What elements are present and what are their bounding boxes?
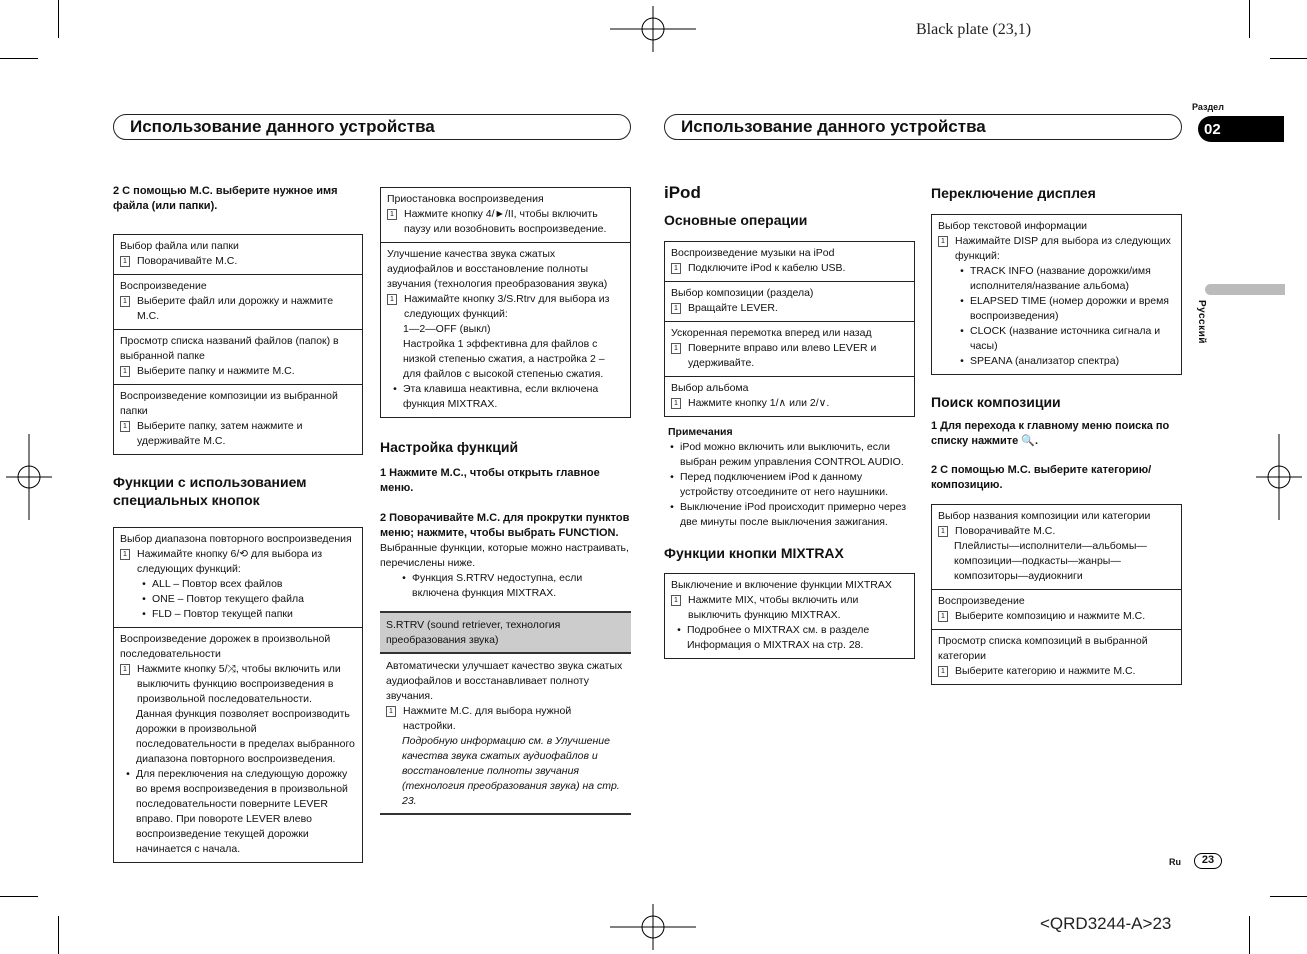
row-action: Нажмите MIX, чтобы включить или выключить функцию MIXTRAX.: [688, 594, 859, 621]
row-action: Поворачивайте M.C.: [137, 255, 238, 267]
step-number-icon: 1: [671, 343, 681, 354]
special-buttons-table: [113, 527, 363, 863]
crop-mark: [0, 58, 38, 59]
step-1-open-menu: 1 Нажмите M.C., чтобы открыть главное меню.: [380, 467, 600, 494]
table-row: [665, 322, 914, 377]
crop-mark: [1270, 896, 1307, 897]
row-action: Подключите iPod к кабелю USB.: [688, 262, 846, 274]
table-row: [665, 282, 914, 322]
step-2-scroll-menu: 2 Поворачивайте M.C. для прокрутки пунктов меню; нажмите, чтобы выбрать FUNCTION.: [380, 512, 630, 539]
step-number-icon: 1: [938, 236, 948, 247]
row-action: Нажимайте кнопку 3/S.Rtrv для выбора из следующих функций:: [404, 293, 610, 320]
row-title: Воспроизведение: [938, 595, 1025, 607]
row-title: Ускоренная перемотка вперед или назад: [671, 327, 872, 339]
row-action: Нажмите M.C. для выбора нужной настройки.: [403, 705, 572, 732]
list-item: CLOCK (название источника сигнала и часы): [970, 325, 1161, 352]
row-action: Нажимайте DISP для выбора из следующих функций:: [955, 235, 1171, 262]
bullet-icon: •: [677, 624, 681, 636]
step-number-icon: 1: [671, 303, 681, 314]
step-number-icon: 1: [671, 595, 681, 606]
step-number-icon: 1: [120, 664, 130, 675]
step-number-icon: 1: [671, 263, 681, 274]
section-number-badge: 02: [1198, 116, 1284, 142]
row-action: Нажимайте кнопку 6/⟲ для выбора из следующих функций:: [137, 548, 323, 575]
list-item: iPod можно включить или выключить, если выбран режим управления CONTROL AUDIO.: [680, 441, 904, 468]
list-item: Для переключения на следующую дорожку во время воспроизведения в произвольной последовательности поверните LEVER вправо. При повороте LEVER влево воспроизведение текущей дорожки начинается с начала.: [136, 768, 348, 855]
row-note: Плейлисты—исполнители—альбомы—композиции—подкасты—жанры—композиторы—аудиокниги: [954, 540, 1147, 582]
row-title: Выбор альбома: [671, 382, 749, 394]
notes-title: Примечания: [668, 426, 733, 438]
row-title: Воспроизведение композиции из выбранной папки: [120, 390, 338, 417]
step-number-icon: 1: [938, 526, 948, 537]
page-title-right: Использование данного устройства: [664, 114, 1182, 140]
row-action: Поворачивайте M.C.: [955, 525, 1056, 537]
playback-table: [380, 187, 631, 418]
table-row: [932, 630, 1181, 684]
column-4: [931, 184, 1182, 685]
step-number-icon: 1: [387, 209, 397, 220]
crop-mark: [1249, 916, 1250, 954]
bullet-icon: •: [393, 383, 397, 395]
list-item: Перед подключением iPod к данному устройству отсоедините от него наушники.: [680, 471, 889, 498]
crop-mark: [0, 896, 38, 897]
srtrv-description: Автоматически улучшает качество звука сжатых аудиофайлов и восстанавливает полноту звучания.: [386, 660, 623, 702]
step-number-icon: 1: [671, 398, 681, 409]
row-title: Выбор текстовой информации: [938, 220, 1088, 232]
table-row: [381, 188, 630, 243]
row-title: Выбор композиции (раздела): [671, 287, 814, 299]
bullet-icon: •: [142, 593, 146, 605]
row-note: Настройка 1 эффективна для файлов с низкой степенью сжатия, а настройка 2 – для файлов с высокой степенью сжатия.: [403, 338, 605, 380]
bullet-icon: •: [960, 295, 964, 307]
table-row: [932, 215, 1181, 374]
functions-paragraph: Выбранные функции, которые можно настраивать, перечислены ниже.: [380, 542, 629, 569]
bullet-icon: •: [960, 325, 964, 337]
crop-mark: [1249, 0, 1250, 38]
crop-mark: [58, 0, 59, 38]
registration-mark-left: [6, 434, 52, 520]
row-action: Нажмите кнопку 4/►/II, чтобы включить паузу или возобновить воспроизведение.: [404, 208, 607, 235]
basic-operations-heading: Основные операции: [664, 212, 808, 228]
list-item: Подробнее о MIXTRAX см. в разделе Информация о MIXTRAX на стр. 28.: [687, 624, 870, 651]
section-label: Раздел: [1192, 102, 1224, 112]
row-title: Просмотр списка названий файлов (папок) в выбранной папке: [120, 335, 339, 362]
row-action: Выберите файл или дорожку и нажмите M.C.: [137, 295, 334, 322]
column-3: [664, 183, 915, 659]
row-action: Поверните вправо или влево LEVER и удерживайте.: [688, 342, 877, 369]
row-title: Улучшение качества звука сжатых аудиофайлов и восстановление полноты звучания (технология преобразования звука): [387, 248, 608, 290]
table-row: [665, 242, 914, 282]
step-number-icon: 1: [120, 366, 130, 377]
step-number-icon: 1: [938, 666, 948, 677]
table-row: [932, 505, 1181, 590]
row-title: Выключение и включение функции MIXTRAX: [671, 579, 892, 591]
special-buttons-heading: Функции с использованием специальных кнопок: [113, 474, 307, 508]
table-row: [665, 574, 914, 658]
list-item: TRACK INFO (название дорожки/имя исполнителя/название альбома): [970, 265, 1151, 292]
list-item: Функция S.RTRV недоступна, если включена функция MIXTRAX.: [412, 572, 583, 599]
table-row: [114, 385, 362, 454]
srtrv-reference: Подробную информацию см. в Улучшение качества звука сжатых аудиофайлов и восстановление полноты звучания (технология преобразования звука) на стр. 23.: [402, 735, 620, 807]
language-tab: [1205, 284, 1285, 295]
search-table: [931, 504, 1182, 685]
step-number-icon: 1: [120, 421, 130, 432]
bullet-icon: •: [142, 608, 146, 620]
row-note: Данная функция позволяет воспроизводить дорожки в произвольной последовательности в пределах выбранного диапазона повторного воспроизведения.: [136, 708, 355, 765]
bullet-icon: •: [126, 768, 130, 780]
crop-mark: [1270, 58, 1307, 59]
row-action: Выберите папку, затем нажмите и удерживайте M.C.: [137, 420, 303, 447]
step-2-select-category: 2 С помощью M.C. выберите категорию/композицию.: [931, 464, 1152, 491]
row-action: Выберите папку и нажмите M.C.: [137, 365, 295, 377]
row-title: Воспроизведение дорожек в произвольной последовательности: [120, 633, 331, 660]
bullet-icon: •: [960, 355, 964, 367]
row-title: Воспроизведение музыки на iPod: [671, 247, 835, 259]
row-title: Выбор диапазона повторного воспроизведения: [120, 533, 352, 545]
bullet-icon: •: [142, 578, 146, 590]
registration-mark-right: [1256, 434, 1302, 520]
page-number: 23: [1194, 853, 1222, 869]
list-item: ELAPSED TIME (номер дорожки и время воспроизведения): [970, 295, 1169, 322]
table-row: [665, 377, 914, 416]
row-title: Просмотр списка композиций в выбранной категории: [938, 635, 1148, 662]
table-row: [114, 330, 362, 385]
srtrv-table: [380, 611, 631, 815]
ipod-heading: iPod: [664, 183, 701, 202]
language-code: Ru: [1169, 857, 1181, 867]
function-settings-heading: Настройка функций: [380, 439, 519, 455]
registration-mark-top: [610, 6, 696, 52]
table-row: [381, 243, 630, 417]
mixtrax-heading: Функции кнопки MIXTRAX: [664, 545, 844, 561]
row-action: Нажмите кнопку 5/⤨, чтобы включить или выключить функцию воспроизведения в произвольной последовательности.: [137, 663, 341, 705]
list-item: SPEANA (анализатор спектра): [970, 355, 1120, 367]
step-number-icon: 1: [120, 296, 130, 307]
step-number-icon: 1: [386, 706, 396, 717]
row-action: Выберите композицию и нажмите M.C.: [955, 610, 1146, 622]
table-row: [114, 528, 362, 628]
document-code: <QRD3244-A>23: [1040, 914, 1172, 933]
list-item: ALL – Повтор всех файлов: [152, 578, 283, 590]
step-2-select-file: 2 С помощью M.C. выберите нужное имя файла (или папки).: [113, 185, 338, 212]
display-table: [931, 214, 1182, 375]
row-title: Воспроизведение: [120, 280, 207, 292]
row-title: Выбор названия композиции или категории: [938, 510, 1151, 522]
step-number-icon: 1: [120, 549, 130, 560]
ipod-operations-table: [664, 241, 915, 417]
row-note: 1—2—OFF (выкл): [403, 323, 491, 335]
bullet-icon: •: [670, 441, 674, 453]
step-1-search-menu: 1 Для перехода к главному меню поиска по списку нажмите 🔍.: [931, 420, 1170, 447]
bullet-icon: •: [960, 265, 964, 277]
language-label: Русский: [1196, 300, 1207, 344]
bullet-icon: •: [670, 471, 674, 483]
srtrv-title: S.RTRV (sound retriever, технология преобразования звука): [380, 613, 631, 654]
list-item: FLD – Повтор текущей папки: [152, 608, 293, 620]
column-1: [113, 184, 363, 863]
search-heading: Поиск композиции: [931, 394, 1061, 410]
registration-mark-bottom: [610, 904, 696, 950]
page-title-left: Использование данного устройства: [113, 114, 631, 140]
table-row: [114, 235, 362, 275]
list-item: Выключение iPod происходит примерно через две минуты после выключения зажигания.: [680, 501, 907, 528]
row-title: Приостановка воспроизведения: [387, 193, 544, 205]
row-title: Выбор файла или папки: [120, 240, 239, 252]
list-item: Эта клавиша неактивна, если включена функция MIXTRAX.: [403, 383, 599, 410]
mixtrax-table: [664, 573, 915, 659]
step-number-icon: 1: [387, 294, 397, 305]
crop-mark: [58, 916, 59, 954]
column-2: [380, 187, 631, 815]
bullet-icon: •: [402, 572, 406, 584]
file-operations-table: [113, 234, 363, 455]
table-row: [114, 275, 362, 330]
list-item: ONE – Повтор текущего файла: [152, 593, 304, 605]
table-row: [114, 628, 362, 862]
row-action: Вращайте LEVER.: [688, 302, 778, 314]
step-number-icon: 1: [938, 611, 948, 622]
step-number-icon: 1: [120, 256, 130, 267]
display-switch-heading: Переключение дисплея: [931, 185, 1096, 201]
row-action: Нажмите кнопку 1/∧ или 2/∨.: [688, 397, 830, 409]
bullet-icon: •: [670, 501, 674, 513]
table-row: [932, 590, 1181, 630]
row-action: Выберите категорию и нажмите M.C.: [955, 665, 1136, 677]
black-plate-label: Black plate (23,1): [916, 21, 1032, 38]
